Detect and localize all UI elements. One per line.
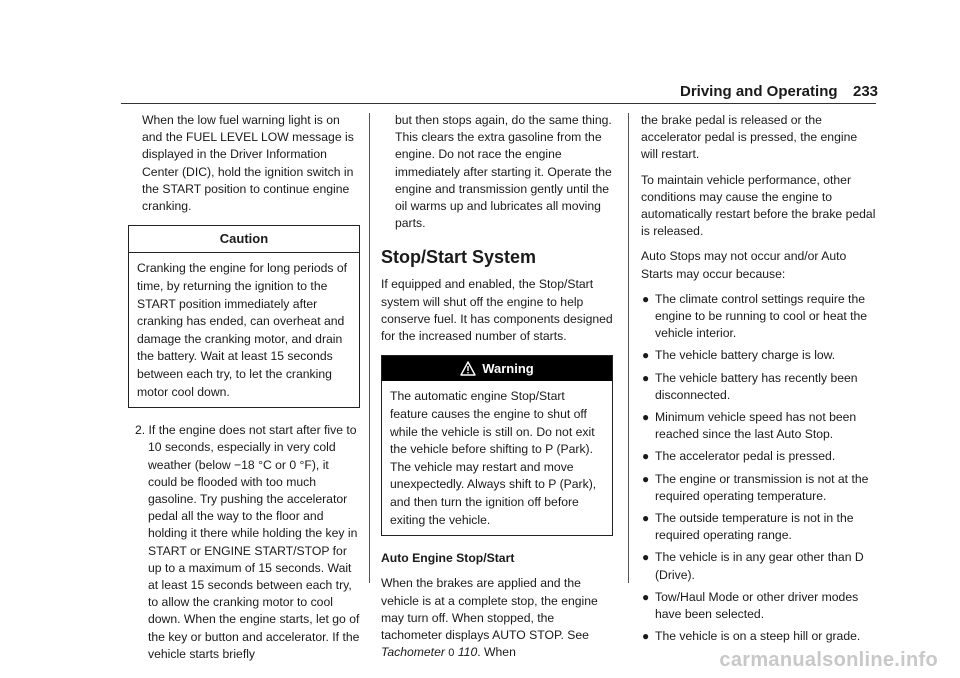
list-item	[641, 628, 877, 645]
section-heading: Stop/Start System	[381, 247, 537, 268]
tachometer-link[interactable]: Tachometer	[381, 645, 445, 660]
warning-triangle-icon	[460, 361, 476, 376]
caution-text: Cranking the engine for long periods of time, by returning the ignition to the START position immediately after cranking has ended, can overheat and damage the cranking motor, and drain the battery. Wait at least 15 seconds between each try, to let the cranking motor cool down.	[137, 261, 348, 399]
step-2: 2. If the engine does not start after five to 10 seconds, especially in very cold weather (below −18 °C or 0 °F), it could be flooded with too much gasoline. Try pushing the accelerator pedal all the way to the floor and holding it there while holding the key in START or ENGINE START/STOP for up to a maximum of 15 seconds. Wait at least 15 seconds between each try, to allow the cranking motor to cool down. When the engine starts, let go of the key or button and accelerator. If the vehicle starts briefly	[135, 423, 360, 661]
warning-header	[382, 356, 612, 381]
list-item	[641, 370, 877, 404]
list-item	[641, 589, 877, 623]
list-item-text: The accelerator pedal is pressed.	[655, 449, 836, 464]
warning-title: Warning	[482, 361, 534, 377]
bullet-icon: ●	[642, 449, 650, 464]
bullet-icon: ●	[642, 370, 650, 385]
list-item-text: The outside temperature is not in the required operating range.	[655, 511, 854, 543]
list-item	[641, 549, 877, 583]
list-item-text: The engine or transmission is not at the required operating temperature.	[655, 471, 869, 503]
watermark-text: carmanualsonline.info	[719, 649, 938, 671]
column-left	[128, 112, 360, 671]
restart-continuation: the brake pedal is released or the accelerator pedal is pressed, the engine will restart.	[641, 113, 858, 162]
bullet-icon: ●	[642, 511, 650, 526]
step-1-continuation: When the low fuel warning light is on and the FUEL LEVEL LOW message is displayed in the Driver Information Center (DIC), hold the ignition switch in the START position to continue engine cranking.	[142, 113, 354, 214]
conditions-list	[641, 291, 877, 646]
list-item	[641, 510, 877, 544]
bullet-icon: ●	[642, 629, 650, 644]
list-item-text: The vehicle battery has recently been disconnected.	[655, 370, 858, 402]
header-rule	[121, 103, 876, 104]
performance-paragraph: To maintain vehicle performance, other conditions may cause the engine to automatically restart before the brake pedal is released.	[641, 172, 876, 239]
list-item	[641, 347, 877, 364]
page-number: 233	[853, 83, 879, 100]
list-item	[641, 471, 877, 505]
column-right	[641, 112, 877, 650]
bullet-icon: ●	[642, 348, 650, 363]
warning-text: The automatic engine Stop/Start feature causes the engine to shut off while the vehicle is still on. Do not exit the vehicle before shifting to P (Park). The vehicle may restart and move unexpectedly. Always shift to P (Park), and then turn the ignition off before exiting the vehicle.	[390, 389, 597, 527]
caution-box	[128, 225, 360, 408]
list-item-text: The vehicle is in any gear other than D (Drive).	[655, 550, 864, 582]
list-item	[641, 291, 877, 343]
running-header-title: Driving and Operating	[680, 83, 838, 100]
step-2-continuation: but then stops again, do the same thing. This clears the extra gasoline from the engine. Do not race the engine immediately after starting it. Operate the engine and transmission gently until the oil warms up and lubricates all moving parts.	[395, 113, 612, 231]
watermark	[0, 649, 960, 672]
list-item-text: The vehicle battery charge is low.	[655, 348, 836, 363]
list-item-text: Tow/Haul Mode or other driver modes have been selected.	[655, 589, 859, 622]
list-item-text: The climate control settings require the engine to be running to cool or heat the vehicle interior.	[655, 291, 868, 341]
column-divider-1	[369, 113, 370, 583]
list-item	[641, 448, 877, 465]
list-item	[641, 409, 877, 443]
bullet-icon: ●	[642, 291, 650, 306]
column-middle	[381, 112, 613, 670]
list-item-text: The vehicle is on a steep hill or grade.	[655, 629, 861, 644]
bullet-icon: ●	[642, 550, 650, 565]
tachometer-page-ref[interactable]: 110	[457, 645, 478, 660]
caution-title: Caution	[129, 226, 359, 253]
bullet-icon: ●	[642, 589, 650, 604]
section-intro: If equipped and enabled, the Stop/Start system will shut off the engine to help conserve fuel. It has components designed for the increased number of starts.	[381, 277, 613, 344]
bullet-icon: ●	[642, 471, 650, 486]
auto-stop-text: When the brakes are applied and the vehicle is at a complete stop, the engine may turn off. When stopped, the tachometer displays AUTO STOP. See	[381, 576, 598, 642]
column-divider-2	[628, 113, 629, 583]
bullet-icon: ●	[642, 410, 650, 425]
warning-box	[381, 355, 613, 536]
list-item-text: Minimum vehicle speed has not been reached since the last Auto Stop.	[655, 410, 857, 442]
page-ref-arrow-icon: 0	[448, 647, 455, 660]
auto-stop-text-end: . When	[477, 645, 516, 660]
subheading: Auto Engine Stop/Start	[381, 551, 515, 566]
auto-stops-intro: Auto Stops may not occur and/or Auto Starts may occur because:	[641, 249, 847, 281]
